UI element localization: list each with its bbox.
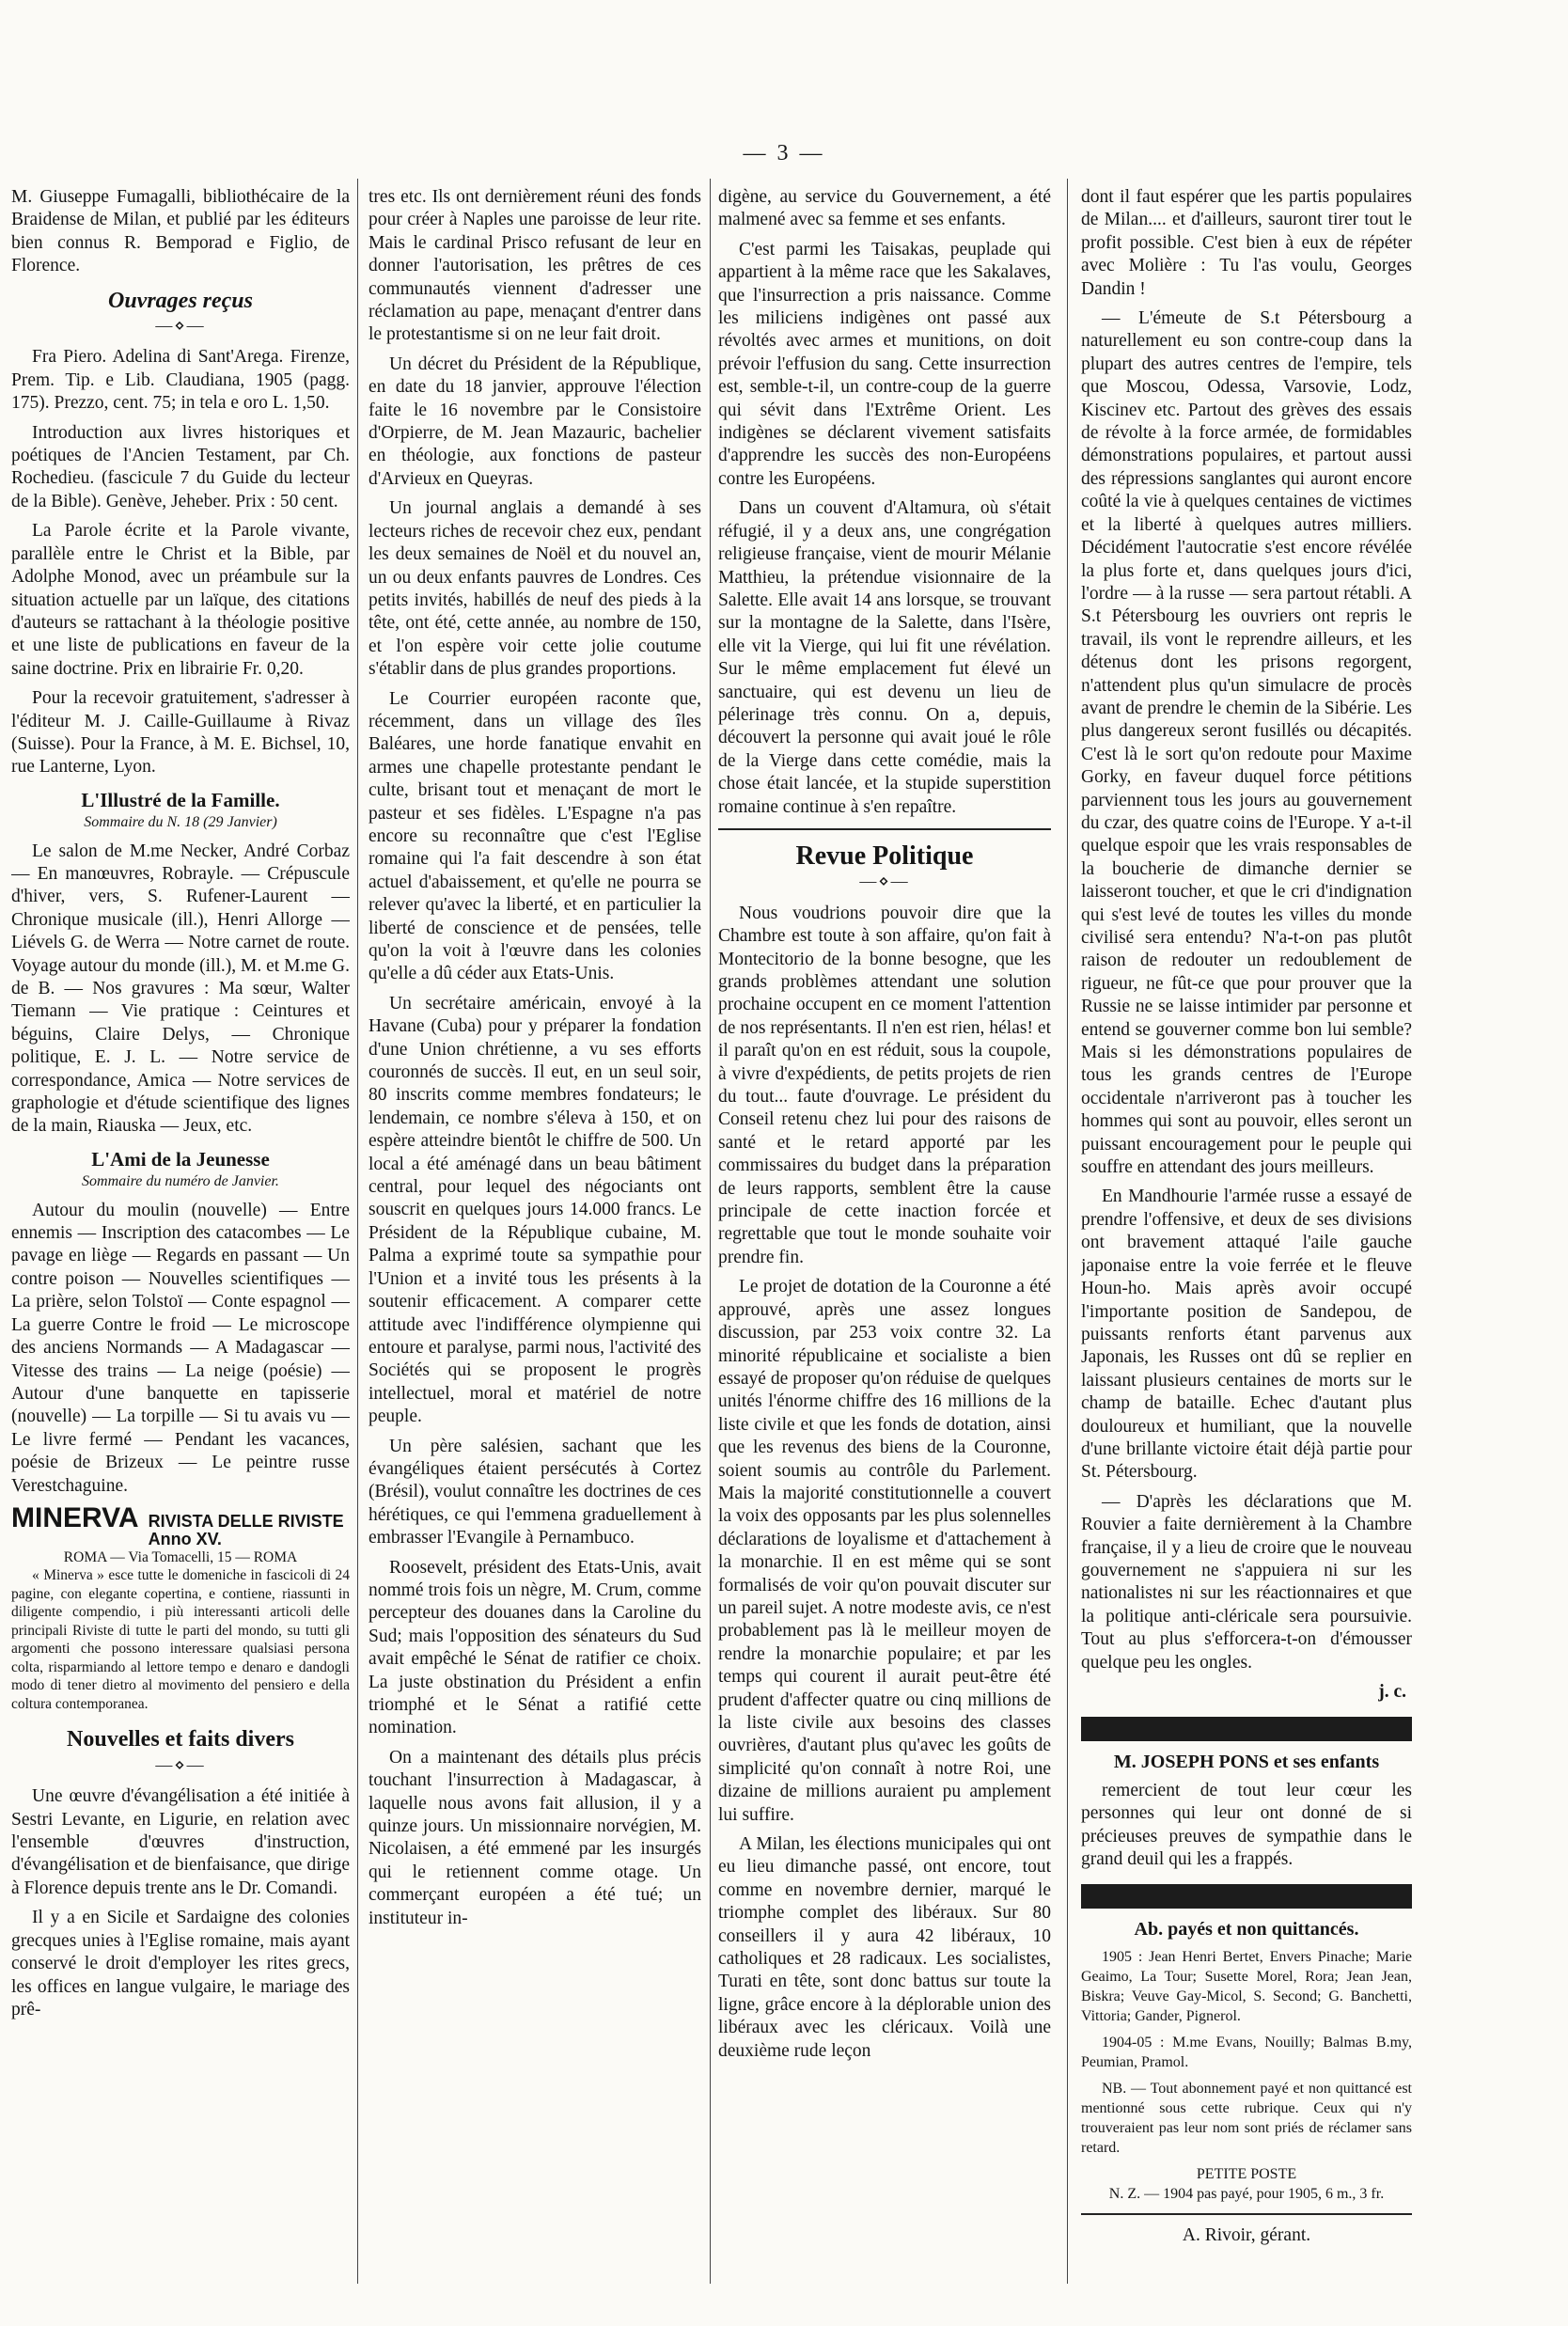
pons-text: remercient de tout leur cœur les personnes qui leur ont donné de si précieuses preuves de sympathie dans le grand deuil qui les a frappés. <box>1081 1780 1412 1870</box>
gerant: A. Rivoir, gérant. <box>1182 2224 1311 2245</box>
ab-title: Ab. payés et non quittancés. <box>1134 1919 1359 1941</box>
paragraph: Le projet de dotation de la Couronne a été approuvé, après une assez longues discussion, par 253 voix contre 32. La minorité républicaine et socialiste a bien essayé de proposer qu'on réduise de quelques unités l'énorme chiffre des 16 millions de la liste civile et que les fonds de dotation, ainsi que les revenus des biens de la Couronne, soient soumis au contrôle du Parlement. Mais la majorité constitutionnelle a couvert la voix des opposants par les plus solennelles déclarations de loyalisme et d'attachement à la monarchie. Il en est même qui se sont formalisés de voir qu'on pouvait discuter sur un pareil sujet. A notre modeste avis, ce n'est probablement pas là le meilleur moyen de rendre la monarchie populaire; et par les temps qui courent il aurait peut-être été prudent d'affecter quatre ou cinq millions de la liste civile aux besoins des classes ouvrières, d'autant plus qu'avec les goûts de simplicité qu'on connaît à notre Roi, une dizaine de millions auraient pu amplement lui suffire. <box>718 1277 1051 1825</box>
nb-note: NB. — Tout abonnement payé et non quittancé est mentionné sous cette rubrique. Ceux qui n'y trouveraient pas leur nom sont priés de réclamer sans retard. <box>1081 2080 1412 2156</box>
column-3 <box>718 186 1051 2288</box>
minerva-subtitle <box>149 1513 344 1548</box>
petite-poste-title: PETITE POSTE <box>1196 2165 1297 2182</box>
petite-poste-text: N. Z. — 1904 pas payé, pour 1905, 6 m., 3 fr. <box>1108 2185 1385 2202</box>
column-2 <box>368 186 701 2288</box>
minerva-anno: Anno XV. <box>148 1529 222 1548</box>
paragraph: Roosevelt, président des Etats-Unis, avait nommé trois fois un nègre, M. Crum, comme percepteur des douanes dans la Caroline du Sud; mais l'opposition des sénateurs du Sud avait empêché le Sénat de ratifier ce choix. La juste obstination du Président a enfin triomphé et le Sénat a ratifié cette nomination. <box>368 1557 701 1738</box>
column-rule <box>357 179 358 2284</box>
paragraph: Un décret du Président de la République, en date du 18 janvier, approuve l'élection faite le 16 novembre par le Consistoire d'Orpierre, de M. Jean Mazauric, bachelier en théologie, aux fonctions de pasteur d'Arvieux en Queyras. <box>368 354 701 489</box>
minerva-sub: RIVISTA DELLE RIVISTE <box>148 1511 344 1531</box>
ab-1905: 1905 : Jean Henri Bertet, Envers Pinache; Marie Geaimo, La Tour; Susette Morel, Rora; Jean Jean, Biskra; Veuve Gay-Micol, S. Second; G. Banchetti, Vittoria; Gander, Pignerol. <box>1081 1948 1412 2024</box>
paragraph: Pour la recevoir gratuitement, s'adresser à l'éditeur M. J. Caille-Guillaume à Rivaz (Suisse). Pour la France, à M. E. Bichsel, 10, rue Lanterne, Lyon. <box>11 688 350 778</box>
ornament: —⋄— <box>155 1754 206 1774</box>
paragraph: dont il faut espérer que les partis populaires de Milan.... et d'ailleurs, sauront tirer tout le profit possible. C'est bien à eux de répéter avec Molière : Tu l'as voulu, Georges Dandin ! <box>1081 187 1412 299</box>
paragraph: — D'après les déclarations que M. Rouvier a faite dernièrement à la Chambre française, il y a lieu de croire que le nouveau gouvernement ne s'appuiera ni sur les nationalistes ni sur les réactionnaires et que la politique anti-cléricale sera poursuivie. Tout au plus s'efforcera-t-on d'émousser quelque peu les ongles. <box>1081 1491 1412 1673</box>
paragraph: On a maintenant des détails plus précis touchant l'insurrection à Madagascar, à laquelle nous avons fait allusion, il y a quinze jours. Un missionnaire norvégien, M. Nicolaisen, a été emmené par les insurgés qui le retiennent comme otage. Un commerçant européen a été tué; un instituteur in- <box>368 1747 701 1928</box>
minerva-title: MINERVA <box>11 1501 139 1533</box>
subheading: Sommaire du N. 18 (29 Janvier) <box>84 814 277 831</box>
paragraph: En Mandhourie l'armée russe a essayé de prendre l'offensive, et deux de ses divisions ont bravement attaqué l'aile gauche japonaise entre la voie ferrée et le fleuve Houn-ho. Mais après avoir occupé l'importante position de Sandepou, de puissants renforts étant parvenus aux Japonais, les Russes ont dû se replier en laissant plusieurs centaines de morts sur le champ de bataille. Echec d'autant plus douloureux et humiliant, que la nouvelle d'une brillante victoire était déjà partie pour St. Pétersbourg. <box>1081 1187 1412 1483</box>
ornament: —⋄— <box>859 872 910 891</box>
paragraph: Fra Piero. Adelina di Sant'Arega. Firenze, Prem. Tip. e Lib. Claudiana, 1905 (pagg. 175). Prezzo, cent. 75; in tela e oro L. 1,50. <box>11 347 350 414</box>
minerva-masthead <box>11 1501 350 1548</box>
column-4 <box>1081 186 1412 2288</box>
paragraph: Dans un couvent d'Altamura, où s'était réfugié, il y a deux ans, une congrégation religieuse française, vient de mourir Mélanie Matthieu, la prétendue visionnaire de la Salette. Elle avait 14 ans lorsque, se trouvant sur la montagne de la Salette, dans l'Isère, elle vit la Vierge, qui lui fit une révélation. Sur le même emplacement fut élevé un sanctuaire, qui est devenu un lieu de pélerinage très connu. On a, depuis, découvert la personne qui avait joué le rôle de la Vierge dans cette comédie, mais la chose était lancée, et la stupide superstition romaine continue à s'en repaître. <box>718 498 1051 817</box>
page-number: — 3 — <box>743 141 825 165</box>
divider <box>1081 2213 1412 2215</box>
heading-ami: L'Ami de la Jeunesse <box>91 1147 270 1171</box>
paragraph: Le salon de M.me Necker, André Corbaz — En manœuvres, Robrayle. — Crépuscule d'hiver, vers, S. Rufener-Laurent — Chronique musicale (ill.), Henri Allorge — Liévels G. de Werra — Notre carnet de route. Voyage autour du monde (ill.), M. et M.me G. de B. — Nos gravures : Ma sœur, Walter Tiemann — Vie pratique : Ceintures et béguins, Claire Delys, — Chronique politique, E. J. L. — Notre service de correspondance, Amica — Notre services de graphologie et d'étude scientifique des lignes de la main, Riauska — Jeux, etc. <box>11 841 350 1137</box>
paragraph: Une œuvre d'évangélisation a été initiée à Sestri Levante, en Ligurie, en relation avec l'ensemble d'œuvres d'instruction, d'évangélisation et de bienfaisance, que dirige à Florence depuis trente ans le Dr. Comandi. <box>11 1786 350 1898</box>
paragraph: A Milan, les élections municipales qui ont eu lieu dimanche passé, ont encore, tout comme en novembre dernier, marqué le triomphe complet des libéraux. Sur 80 conseillers il y aura 42 libéraux, 10 catholiques et 28 radicaux. Les socialistes, Turati en tête, sont donc battus sur toute la ligne, grâce encore à la déplorable union des libéraux avec les cléricaux. Voilà une deuxième rude leçon <box>718 1834 1051 2061</box>
paragraph: Autour du moulin (nouvelle) — Entre ennemis — Inscription des catacombes — Le pavage en liège — Regards en passant — Un contre poison — Nouvelles scientifiques — La prière, selon Tolstoï — Conte espagnol — La guerre Contre le froid — Le microscope des anciens Normands — A Madagascar — Vitesse des trains — La neige (poésie) — Autour d'une banquette en tapisserie (nouvelle) — La torpille — Si tu avais vu — Le livre fermé — Pendant les vacances, poésie de Brizeux — Le peintre russe Verestchaguine. <box>11 1200 350 1496</box>
paragraph: Un père salésien, sachant que les évangéliques étaient persécutés à Cortez (Brésil), voulut connaître les doctrines de ces hérétiques, ce qui l'emmena graduellement à embrasser l'Evangile à Pernambuco. <box>368 1436 701 1548</box>
paragraph: M. Giuseppe Fumagalli, bibliothécaire de la Braidense de Milan, et publié par les éditeurs bien connus R. Bemporad e Figlio, de Florence. <box>11 187 350 276</box>
paragraph: Nous voudrions pouvoir dire que la Chambre est toute à son affaire, qu'on fait à Montecitorio de la bonne besogne, que les grands problèmes attendant une solution prochaine occupent en ce moment l'attention de nos représentants. Il n'en est rien, hélas! et il paraît qu'on en est réduit, sous la coupole, à vivre d'expédients, de petits projets de rien du tout... faute d'ouvrage. Le président du Conseil retenu chez lui pour des raisons de santé et le retard apporté par les commissaires du budget dans la préparation de leurs rapports, semblent être la cause principale de cette inaction forcée et regrettable que tout le monde souhaite voir prendre fin. <box>718 903 1051 1267</box>
subheading: Sommaire du numéro de Janvier. <box>82 1173 279 1190</box>
section-heading-revue-politique: Revue Politique <box>795 841 974 871</box>
paragraph: — L'émeute de S.t Pétersbourg a naturellement eu son contre-coup dans la plupart des autres centres de l'empire, tels que Moscou, Odessa, Varsovie, Lodz, Kiscinev etc. Partout des grèves des essais de révolte à la force armée, de formidables démonstrations populaires, et partout aussi des répressions sanglantes qui auront encore coûté la vie à quelques centaines de victimes et la liberté à quelques autres milliers. Décidément l'autocratie s'est encore révélée la plus forte et, dans quelques jours d'ici, l'ordre — à la russe — sera partout rétabli. A S.t Pétersbourg les ouvriers ont repris le travail, ils vont le reprendre ailleurs, et les détenus dont les prisons regorgent, n'attendent plus qu'un simulacre de procès avant de prendre le chemin de la Sibérie. Les plus dangereux seront fusillés ou décapités. C'est là le sort qu'on redoute pour Maxime Gorky, en faveur duquel force pétitions parviennent tous les jours au gouvernement du czar, des quatre coins de l'Europe. Y a-t-il quelque espoir que les vrais responsables de la boucherie de dimanche dernier se laisseront toucher, et que le cri d'indignation qui s'est levé de toutes les villes du monde civilisé sera entendu? N'a-t-on pas plutôt raison de redouter un redoublement de rigueur, ne fût-ce que pour prouver que la Russie ne se laisse intimider par personne et entend se gouverner comme bon lui semble? Mais si les démonstrations populaires de tous les grands centres de l'Europe occidentale n'arriveront pas à toucher les hommes qui sont au pouvoir, elles seront un puissant encouragement pour le peuple qui souffre en attendant des jours meilleurs. <box>1081 308 1412 1178</box>
minerva-text: « Minerva » esce tutte le domeniche in fascicoli di 24 pagine, con elegante copertina, e contiene, riassunti in diligente compendio, i più interessanti articoli delle principali Riviste di tutte le parti del mondo, su tutti gli argomenti che possono interessare qualsiasi persona colta, risparmiando al lettore tempo e denaro e dandogli modo di tener dietro al movimento del pensiero e della coltura contemporanea. <box>11 1567 350 1712</box>
paragraph: Il y a en Sicile et Sardaigne des colonies grecques unies à l'Eglise romaine, mais ayant conservé le droit d'employer les rites grecs, les offices en langue vulgaire, le mariage des prê- <box>11 1908 350 2020</box>
section-heading-nouvelles: Nouvelles et faits divers <box>67 1727 294 1752</box>
divider <box>718 828 1051 830</box>
paragraph: Le Courrier européen raconte que, récemment, dans un village des îles Baléares, une horde fanatique envahit en armes une chapelle protestante pendant le culte, brisant tout et menaçant de mort le pasteur et ses fidèles. L'Espagne n'a pas encore su reconnaître que c'est l'Eglise romaine qui l'a fait descendre à son état actuel d'abaissement, et qu'elle ne pourra se relever qu'avec la liberté, et en particulier la liberté de conscience et de pensées, telle qu'on la voit à l'œuvre dans les colonies qu'elle a dû céder aux Etats-Unis. <box>368 688 701 984</box>
ab-1904: 1904-05 : M.me Evans, Nouilly; Balmas B.my, Peumian, Pramol. <box>1081 2034 1412 2070</box>
heading-illustre: L'Illustré de la Famille. <box>81 788 280 811</box>
section-heading-ouvrages: Ouvrages reçus <box>108 288 253 313</box>
black-bar <box>1081 1884 1412 1909</box>
ornament: —⋄— <box>155 316 206 336</box>
paragraph: Un secrétaire américain, envoyé à la Havane (Cuba) pour y préparer la fondation d'une Union chrétienne, a vu ses efforts couronnés de succès. Il eut, en un seul soir, 80 inscrits comme membres fondateurs; le lendemain, ce nombre s'éleva à 150, et on espère atteindre bientôt le chiffre de 500. Un local a été aménagé dans un beau bâtiment central, pour lequel des négociants ont souscrit en quelques jours 14.000 francs. Le Président de la République cubaine, M. Palma a exprimé toute sa sympathie pour l'Union et a invité tous les présents à la soutenir efficacement. A comparer cette attitude avec l'indifférence olympienne qui entoure et paralyse, parmi nous, l'activité des Sociétés qui se proposent le progrès intellectuel, moral et matériel de notre peuple. <box>368 993 701 1427</box>
paragraph: La Parole écrite et la Parole vivante, parallèle entre le Christ et la Bible, par Adolphe Monod, avec un préambule sur la situation actuelle par un laïque, des citations d'auteurs se rattachant à la théologie positive et une liste de publications en faveur de la saine doctrine. Prix en librairie Fr. 0,20. <box>11 521 350 679</box>
paragraph: Introduction aux livres historiques et poétiques de l'Ancien Testament, par Ch. Rochedieu. (fascicule 7 du Guide du lecteur de la Bible). Genève, Jeheber. Prix : 50 cent. <box>11 422 350 511</box>
column-rule <box>710 179 711 2284</box>
black-bar <box>1081 1717 1412 1741</box>
paragraph: tres etc. Ils ont dernièrement réuni des fonds pour créer à Naples une paroisse de leur rite. Mais le cardinal Prisco refusant de leur en donner l'autorisation, les prêtres de ces communautés viennent d'adresser une réclamation au pape, menaçant d'entrer dans le protestantisme si on ne leur fait droit. <box>368 187 701 345</box>
column-1 <box>11 186 350 2288</box>
paragraph: digène, au service du Gouvernement, a été malmené avec sa femme et ses enfants. <box>718 187 1051 230</box>
paragraph: C'est parmi les Taisakas, peuplade qui appartient à la même race que les Sakalaves, que l'insurrection a pris naissance. Comme les miliciens indigènes ont passé aux révoltés avec armes et munitions, on doit prévoir l'effusion du sang. Cette insurrection est, semble-t-il, un contre-coup de la guerre qui sévit dans l'Extrême Orient. Les indigènes se déclarent vivement satisfaits d'apprendre les succès des non-Européens contre les Européens. <box>718 239 1051 489</box>
signature: j. c. <box>1378 1682 1406 1702</box>
paragraph: Un journal anglais a demandé à ses lecteurs riches de recevoir chez eux, pendant les deux semaines de Noël et du nouvel an, un ou deux enfants pauvres de Londres. Ces petits invités, habillés de neuf des pieds à la tête, ont été, cette année, au nombre de 150, et l'on espère voir cette jolie coutume s'établir dans de plus grandes proportions. <box>368 498 701 680</box>
pons-title: M. JOSEPH PONS et ses enfants <box>1113 1752 1380 1773</box>
minerva-address: ROMA — Via Tomacelli, 15 — ROMA <box>63 1548 298 1565</box>
column-rule <box>1067 179 1068 2284</box>
